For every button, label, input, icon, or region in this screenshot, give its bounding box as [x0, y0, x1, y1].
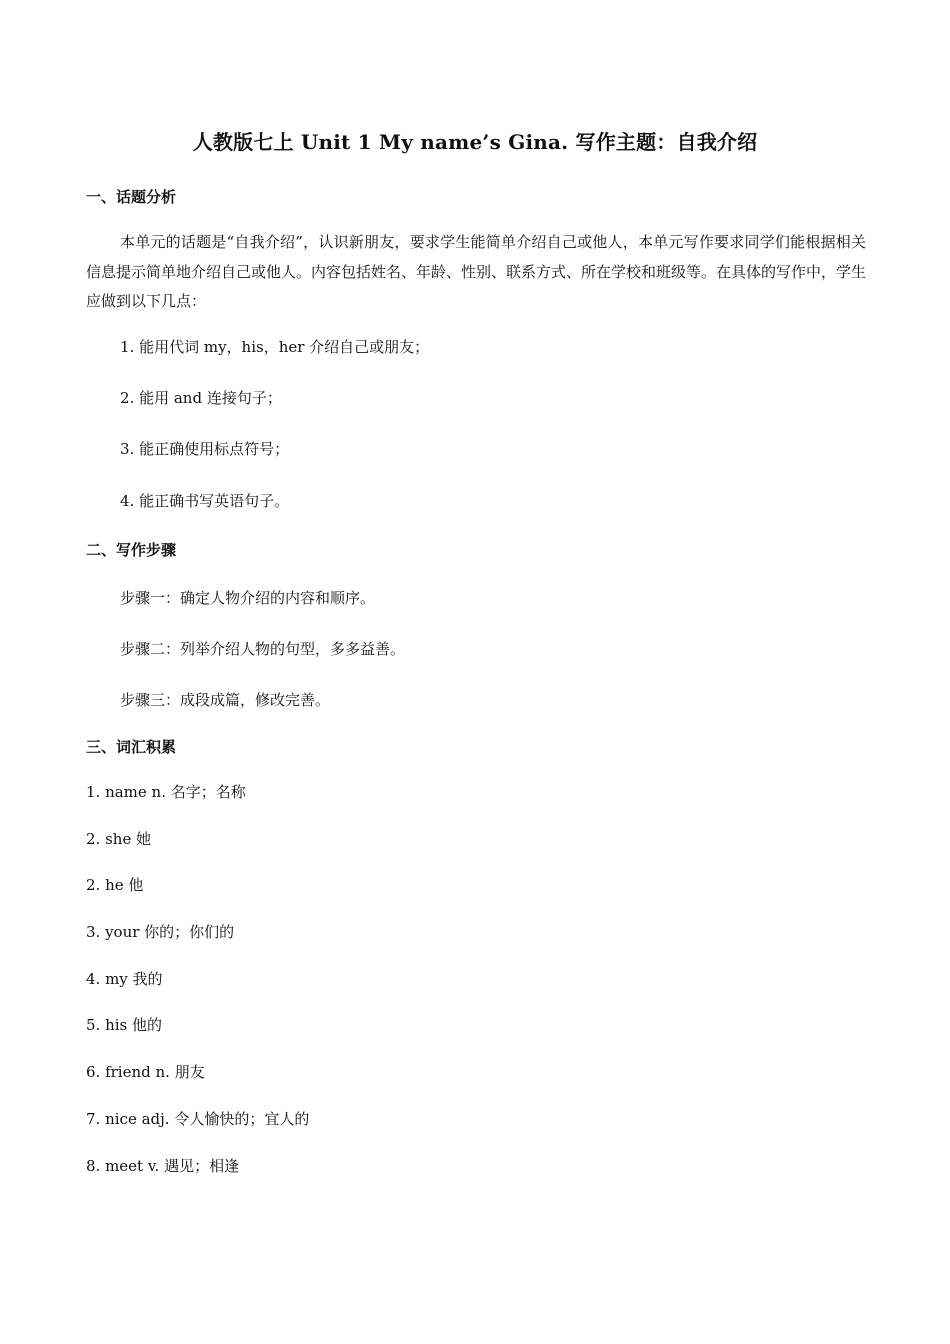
topic-point: 4. 能正确书写英语句子。: [120, 492, 290, 510]
writing-step: 步骤二：列举介绍人物的句型，多多益善。: [120, 640, 406, 658]
document-title: 人教版七上 Unit 1 My name’s Gina. 写作主题：自我介绍: [192, 130, 758, 154]
section-heading-topic-analysis: 一、话题分析: [86, 188, 177, 206]
vocab-item: 6. friend n. 朋友: [86, 1063, 205, 1081]
vocab-item: 1. name n. 名字；名称: [86, 783, 246, 801]
vocab-item: 3. your 你的；你们的: [86, 923, 235, 941]
topic-point: 1. 能用代词 my，his，her 介绍自己或朋友；: [120, 338, 430, 356]
topic-point: 2. 能用 and 连接句子；: [120, 389, 282, 407]
vocab-item: 4. my 我的: [86, 970, 163, 988]
section-heading-writing-steps: 二、写作步骤: [86, 541, 177, 559]
vocab-item: 5. his 他的: [86, 1016, 163, 1034]
vocab-item: 2. he 他: [86, 876, 144, 894]
writing-step: 步骤一：确定人物介绍的内容和顺序。: [120, 589, 376, 607]
vocab-item: 8. meet v. 遇见；相逢: [86, 1157, 240, 1175]
vocab-item: 2. she 她: [86, 830, 152, 848]
topic-point: 3. 能正确使用标点符号；: [120, 440, 290, 458]
writing-step: 步骤三：成段成篇，修改完善。: [120, 691, 331, 709]
vocab-item: 7. nice adj. 令人愉快的；宜人的: [86, 1110, 310, 1128]
section-heading-vocabulary: 三、词汇积累: [86, 738, 177, 756]
topic-paragraph: 本单元的话题是“自我介绍”，认识新朋友，要求学生能简单介绍自己或他人，本单元写作要求同学们能根据相关信息提示简单地介绍自己或他人。内容包括姓名、年龄、性别、联系方式、所在学校和班级等。在具体的写作中，学生应做到以下几点：: [86, 233, 867, 310]
